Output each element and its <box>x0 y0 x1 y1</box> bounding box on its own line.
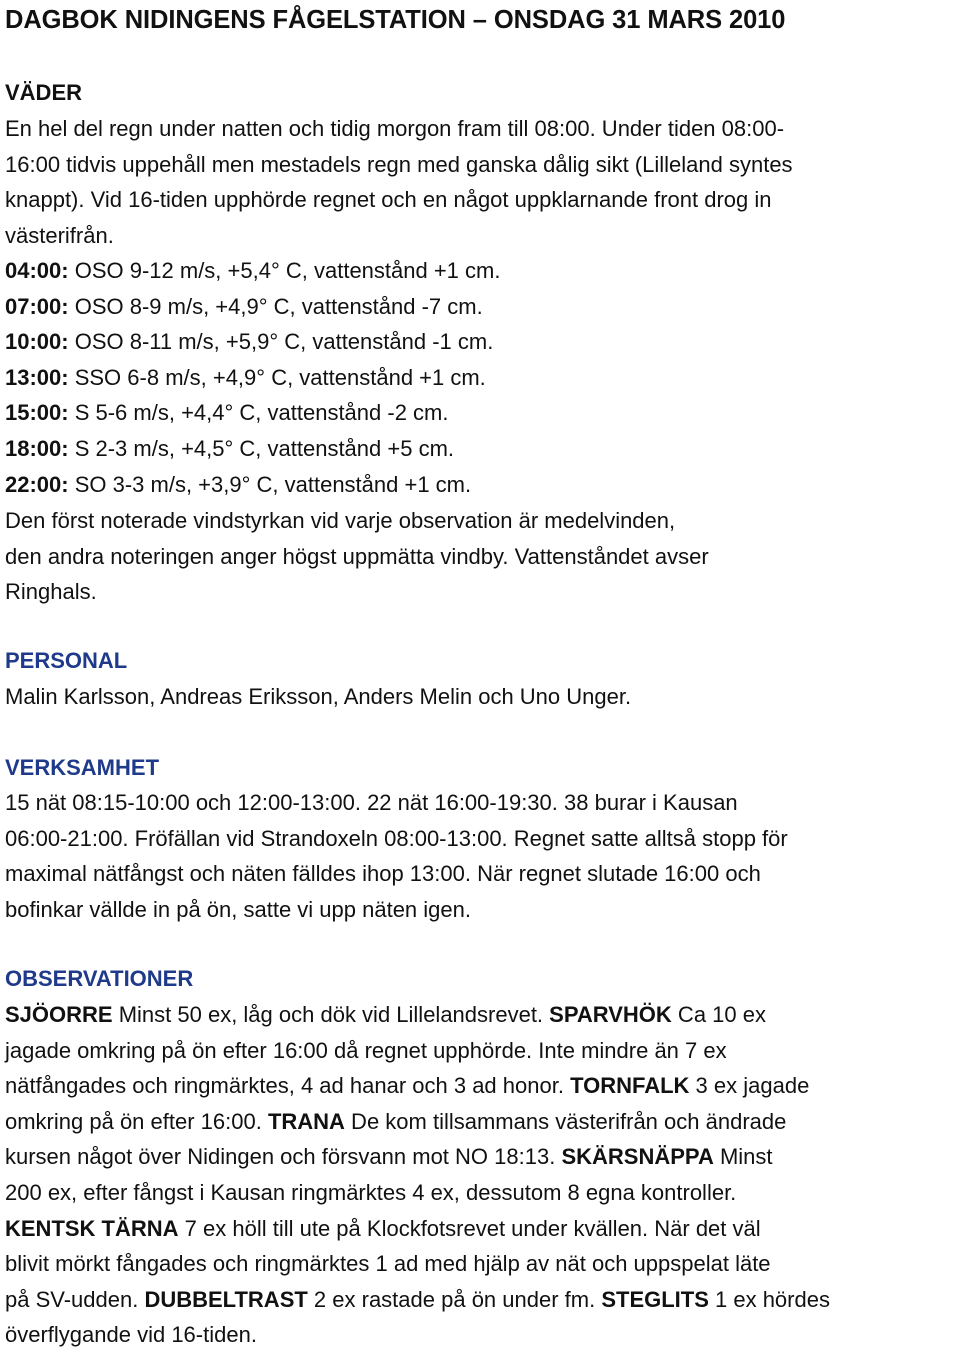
observation-text: 1 ex hördes <box>708 1286 830 1312</box>
personnel-heading: PERSONAL <box>5 648 128 673</box>
observation-line <box>5 1246 830 1282</box>
weather-intro-line: knappt). Vid 16-tiden upphörde regnet och en något uppklarnande front drog in <box>5 187 772 213</box>
observation-text: Minst <box>713 1144 773 1170</box>
document-title: DAGBOK NIDINGENS FÅGELSTATION – ONSDAG 31 MARS 2010 <box>5 6 786 34</box>
weather-reading <box>5 253 500 289</box>
species-name: KENTSK TÄRNA <box>5 1215 179 1241</box>
observation-text: överflygande vid 16-tiden. <box>5 1322 257 1348</box>
observation-line <box>5 1068 830 1104</box>
weather-intro-line: västerifrån. <box>5 222 114 248</box>
weather-note <box>5 503 709 610</box>
observation-line <box>5 997 830 1033</box>
observation-text: jagade omkring på ön efter 16:00 då regnet upphörde. Inte mindre än 7 ex <box>5 1037 727 1063</box>
activity-line: maximal nätfångst och näten fälldes ihop 13:00. När regnet slutade 16:00 och <box>5 861 761 887</box>
observations-heading: OBSERVATIONER <box>5 966 194 991</box>
observation-text: De kom tillsammans västerifrån och ändrade <box>344 1108 787 1134</box>
observation-text: nätfångades och ringmärktes, 4 ad hanar och 3 ad honor. <box>5 1073 571 1099</box>
weather-reading <box>5 395 500 431</box>
observation-text: Ca 10 ex <box>671 1002 766 1027</box>
observation-line <box>5 1211 830 1247</box>
weather-intro-line: 16:00 tidvis uppehåll men mestadels regn med ganska dålig sikt (Lilleland syntes <box>5 151 793 177</box>
weather-reading <box>5 324 500 360</box>
reading-text: OSO 8-9 m/s, +4,9° C, vattenstånd -7 cm. <box>68 293 483 319</box>
personnel-text <box>5 679 631 715</box>
reading-text: OSO 9-12 m/s, +5,4° C, vattenstånd +1 cm. <box>68 258 501 283</box>
activity-line: 15 nät 08:15-10:00 och 12:00-13:00. 22 nät 16:00-19:30. 38 burar i Kausan <box>5 790 738 815</box>
weather-reading <box>5 360 500 396</box>
weather-note-line: Ringhals. <box>5 579 97 605</box>
weather-note-line: den andra noteringen anger högst uppmätta vindby. Vattenståndet avser <box>5 543 709 569</box>
observations-text <box>5 997 830 1353</box>
reading-time: 04:00: <box>5 258 69 283</box>
reading-time: 13:00: <box>5 364 69 390</box>
reading-time: 15:00: <box>5 400 69 426</box>
reading-text: S 2-3 m/s, +4,5° C, vattenstånd +5 cm. <box>68 435 455 461</box>
observation-line <box>5 1139 830 1175</box>
activity-line: bofinkar vällde in på ön, satte vi upp näten igen. <box>5 896 471 922</box>
reading-time: 18:00: <box>5 435 69 461</box>
observation-line <box>5 1104 830 1140</box>
weather-readings <box>5 253 500 502</box>
reading-text: SO 3-3 m/s, +3,9° C, vattenstånd +1 cm. <box>68 471 472 497</box>
weather-reading <box>5 431 500 467</box>
observation-text: Minst 50 ex, låg och dök vid Lillelandsrevet. <box>112 1002 550 1027</box>
observation-text: 7 ex höll till ute på Klockfotsrevet under kvällen. När det väl <box>178 1215 761 1241</box>
species-name: SKÄRSNÄPPA <box>561 1144 714 1170</box>
reading-time: 07:00: <box>5 293 69 319</box>
species-name: STEGLITS <box>601 1286 709 1312</box>
observation-line <box>5 1175 830 1211</box>
species-name: TORNFALK <box>570 1073 690 1099</box>
activity-line: 06:00-21:00. Fröfällan vid Strandoxeln 08:00-13:00. Regnet satte alltså stopp för <box>5 825 788 851</box>
observation-line <box>5 1282 830 1318</box>
observation-text: 2 ex rastade på ön under fm. <box>307 1286 602 1312</box>
activity-heading: VERKSAMHET <box>5 755 160 780</box>
observation-text: kursen något över Nidingen och försvann mot NO 18:13. <box>5 1144 562 1170</box>
species-name: DUBBELTRAST <box>144 1286 308 1312</box>
reading-text: SSO 6-8 m/s, +4,9° C, vattenstånd +1 cm. <box>68 364 486 390</box>
activity-text <box>5 785 788 927</box>
species-name: SPARVHÖK <box>549 1002 672 1027</box>
weather-reading <box>5 289 500 325</box>
reading-time: 22:00: <box>5 471 69 497</box>
species-name: TRANA <box>267 1108 345 1134</box>
observation-text: på SV-udden. <box>5 1286 145 1312</box>
reading-text: OSO 8-11 m/s, +5,9° C, vattenstånd -1 cm. <box>68 329 494 355</box>
weather-note-line: Den först noterade vindstyrkan vid varje observation är medelvinden, <box>5 508 676 533</box>
weather-heading: VÄDER <box>5 80 83 105</box>
personnel-names: Malin Karlsson, Andreas Eriksson, Anders Melin och Uno Unger. <box>5 684 632 709</box>
observation-text: 200 ex, efter fångst i Kausan ringmärktes 4 ex, dessutom 8 egna kontroller. <box>5 1179 737 1205</box>
weather-intro <box>5 111 793 253</box>
observation-text: omkring på ön efter 16:00. <box>5 1108 268 1134</box>
weather-reading <box>5 467 500 503</box>
species-name: SJÖORRE <box>5 1002 113 1027</box>
weather-intro-line: En hel del regn under natten och tidig morgon fram till 08:00. Under tiden 08:00- <box>5 116 785 141</box>
reading-text: S 5-6 m/s, +4,4° C, vattenstånd -2 cm. <box>68 400 449 426</box>
reading-time: 10:00: <box>5 329 69 355</box>
observation-line <box>5 1033 830 1069</box>
observation-line <box>5 1317 830 1353</box>
observation-text: 3 ex jagade <box>689 1073 810 1099</box>
observation-text: blivit mörkt fångades och ringmärktes 1 ad med hjälp av nät och uppspelat läte <box>5 1251 771 1277</box>
